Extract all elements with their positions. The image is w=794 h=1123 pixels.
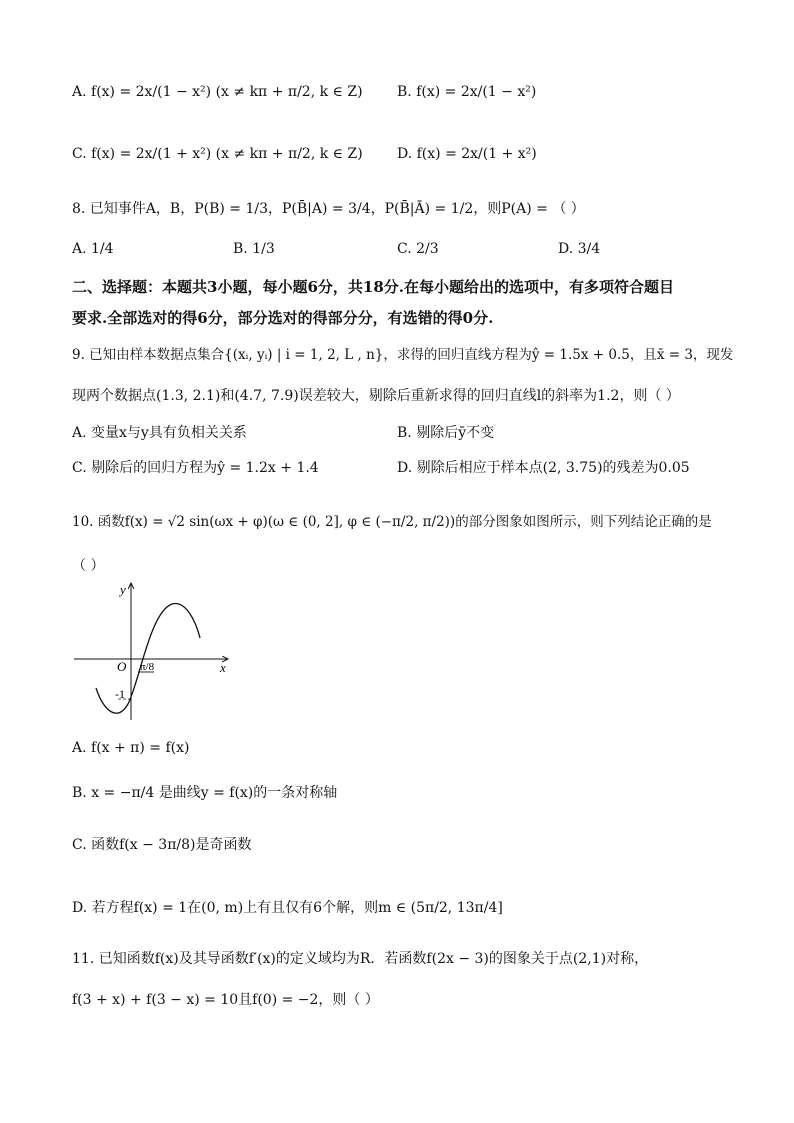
q8-option-a: A. 1/4: [72, 241, 114, 257]
q7-option-d: D. f(x) = 2x/(1 + x²): [397, 146, 537, 162]
q10-stem-line1: 10. 函数f(x) = √2 sin(ωx + φ)(ω ∈ (0, 2], φ ∈ (−π/2, π/2))的部分图象如图所示，则下列结论正确的是: [72, 514, 712, 530]
section-heading-line2: 要求.全部选对的得6分，部分选对的得部分分，有选错的得0分.: [72, 309, 494, 327]
q7-option-a: A. f(x) = 2x/(1 − x²) (x ≠ kπ + π/2, k ∈ Z): [72, 84, 363, 100]
q9-stem-line1: 9. 已知由样本数据点集合{(xᵢ, yᵢ) | i = 1, 2, L , n}，求得的回归直线方程为ŷ = 1.5x + 0.5，且x̄ = 3，现发: [72, 347, 734, 363]
q9-option-d: D. 剔除后相应于样本点(2, 3.75)的残差为0.05: [397, 460, 690, 476]
q8-option-d: D. 3/4: [558, 241, 601, 257]
q11-stem-line2: f(3 + x) + f(3 − x) = 10且f(0) = −2，则（ ）: [72, 992, 379, 1008]
q11-stem-line1: 11. 已知函数f(x)及其导函数f′(x)的定义域均为R．若函数f(2x − 3)的图象关于点(2,1)对称，: [72, 951, 649, 967]
sine-curve: [96, 604, 200, 714]
q9-option-a: A. 变量x与y具有负相关关系: [72, 425, 247, 441]
x-tick-label: π/8: [140, 661, 155, 673]
q10-option-d: D. 若方程f(x) = 1在(0, m)上有且仅有6个解，则m ∈ (5π/2, 13π/4]: [72, 900, 503, 916]
y-axis-label: y: [120, 582, 126, 597]
q10-option-b: B. x = −π/4 是曲线y = f(x)的一条对称轴: [72, 785, 338, 801]
y-tick-label: -1: [115, 687, 125, 701]
q9-option-c: C. 剔除后的回归方程为ŷ = 1.2x + 1.4: [72, 460, 319, 476]
q7-option-c: C. f(x) = 2x/(1 + x²) (x ≠ kπ + π/2, k ∈ Z): [72, 146, 363, 162]
q8-option-c: C. 2/3: [397, 241, 439, 257]
q9-option-b: B. 剔除后ȳ不变: [397, 425, 495, 441]
q10-option-a: A. f(x + π) = f(x): [72, 740, 190, 756]
q8-stem: 8. 已知事件A，B，P(B) = 1/3，P(B̄|A) = 3/4，P(B̄|Ā) = 1/2，则P(A) = （ ）: [72, 201, 585, 217]
q7-option-b: B. f(x) = 2x/(1 − x²): [397, 84, 537, 100]
section-heading-line1: 二、选择题：本题共3小题，每小题6分，共18分.在每小题给出的选项中，有多项符合题目: [72, 278, 674, 296]
q9-stem-line2: 现两个数据点(1.3, 2.1)和(4.7, 7.9)误差较大，剔除后重新求得的回归直线l的斜率为1.2，则（ ）: [72, 388, 680, 404]
q8-option-b: B. 1/3: [233, 241, 275, 257]
q10-stem-line2: （ ）: [72, 558, 105, 574]
q10-option-c: C. 函数f(x − 3π/8)是奇函数: [72, 837, 252, 853]
origin-label: O: [117, 659, 127, 674]
x-axis-label: x: [220, 660, 226, 675]
